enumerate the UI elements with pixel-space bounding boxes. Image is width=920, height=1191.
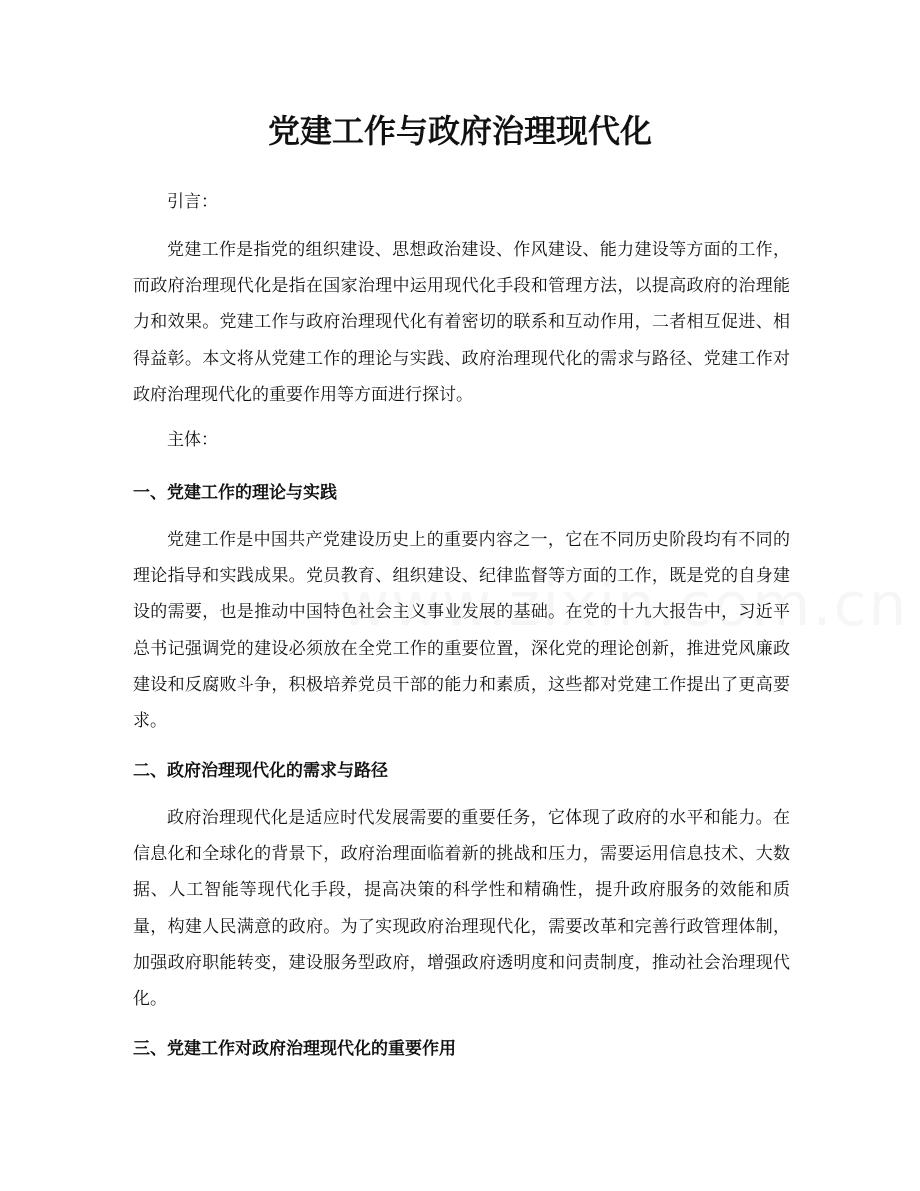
section-3-heading: 三、党建工作对政府治理现代化的重要作用 xyxy=(133,1039,456,1059)
document-title: 党建工作与政府治理现代化 xyxy=(267,112,652,150)
section-1-heading: 一、党建工作的理论与实践 xyxy=(133,483,337,503)
intro-paragraph: 党建工作是指党的组织建设、思想政治建设、作风建设、能力建设等方面的工作，而政府治理现代化是指在国家治理中运用现代化手段和管理方法，以提高政府的治理能力和效果。党建工作与政府治理现代化有着密切的联系和互动作用，二者相互促进、相得益彰。本文将从党建工作的理论与实践、政府治理现代化的需求与路径、党建工作对政府治理现代化的重要作用等方面进行探讨。 xyxy=(133,240,790,405)
section-1-paragraph: 党建工作是中国共产党建设历史上的重要内容之一，它在不同历史阶段均有不同的理论指导和实践成果。党员教育、组织建设、纪律监督等方面的工作，既是党的自身建设的需要，也是推动中国特色社会主义事业发展的基础。在党的十九大报告中，习近平总书记强调党的建设必须放在全党工作的重要位置，深化党的理论创新，推进党风廉政建设和反腐败斗争，积极培养党员干部的能力和素质，这些都对党建工作提出了更高要求。 xyxy=(133,530,790,732)
section-2-paragraph: 政府治理现代化是适应时代发展需要的重要任务，它体现了政府的水平和能力。在信息化和全球化的背景下，政府治理面临着新的挑战和压力，需要运用信息技术、大数据、人工智能等现代化手段，提高决策的科学性和精确性，提升政府服务的效能和质量，构建人民满意的政府。为了实现政府治理现代化，需要改革和完善行政管理体制，加强政府职能转变，建设服务型政府，增强政府透明度和问责制度，推动社会治理现代化。 xyxy=(133,808,790,1010)
intro-label: 引言： xyxy=(167,192,218,212)
body-label: 主体： xyxy=(167,430,218,450)
section-2-heading: 二、政府治理现代化的需求与路径 xyxy=(133,761,388,781)
